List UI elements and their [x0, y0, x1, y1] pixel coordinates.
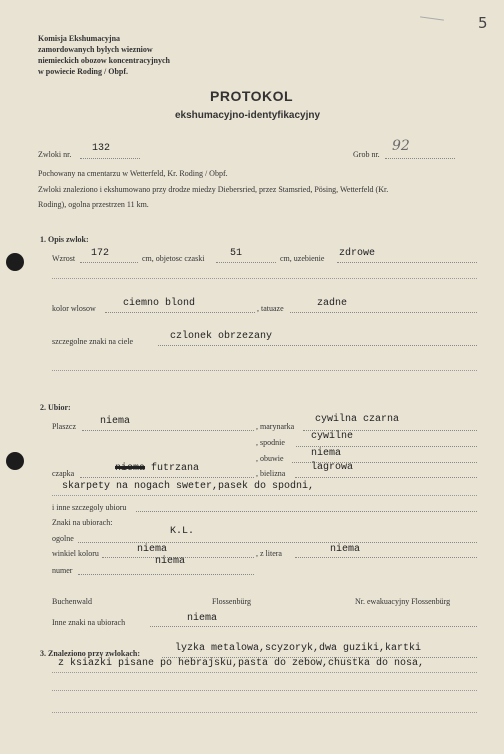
grob-number: 92 — [392, 138, 410, 154]
kolor-value: ciemno blond — [123, 298, 196, 309]
intro-line-1: Pochowany na cmentarzu w Wetterfeld, Kr. Roding / Obpf. — [38, 169, 228, 178]
blank-line-1 — [52, 278, 477, 279]
litera-dotline — [295, 557, 477, 558]
marynarka-label: , marynarka — [256, 422, 295, 431]
header-line-2: zamordowanych bylych wiezniow — [38, 45, 153, 54]
grob-label: Grob nr. — [353, 150, 380, 159]
page-number: 5 — [478, 14, 488, 32]
litera-value: niema — [330, 544, 361, 555]
czaszka-dotline — [216, 262, 276, 263]
found-items-line-1: lyzka metalowa,scyzoryk,dwa guziki,kartki — [175, 643, 422, 654]
plaszcz-dotline — [82, 430, 254, 431]
cm-uzebienie-label: cm, uzebienie — [280, 254, 325, 263]
pencil-mark — [420, 16, 444, 20]
winkiel-label: winkiel koloru — [52, 549, 99, 558]
cm-objetosc-label: cm, objetosc czaski — [142, 254, 205, 263]
commission-header — [38, 33, 170, 77]
intro-line-3: Roding), ogolna przestrzen 11 km. — [38, 200, 149, 209]
camp-evacuation-number: Nr. ewakuacyjny Flossenbürg — [355, 597, 451, 606]
camp-buchenwald: Buchenwald — [52, 597, 92, 606]
litera-label: , z litera — [256, 549, 282, 558]
czapka-struck-value: niema — [115, 463, 146, 474]
bielizna-dotline — [295, 477, 477, 478]
bielizna-label: , bielizna — [256, 469, 286, 478]
ogolne-label: ogolne — [52, 534, 74, 543]
document-subtitle: ekshumacyjno-identyfikacyjny — [175, 110, 321, 121]
blank-line-4 — [52, 672, 477, 673]
znaki-value: czlonek obrzezany — [170, 331, 273, 342]
numer-label: numer — [52, 566, 73, 575]
inne-szczegoly-label: i inne szczegoly ubioru — [52, 503, 127, 512]
obuwie-value: niema — [311, 448, 342, 459]
wzrost-value: 172 — [91, 248, 110, 259]
header-line-3: niemieckich obozow koncentracyjnych — [38, 56, 170, 65]
zwloki-number: 132 — [92, 143, 111, 154]
punch-hole-bottom — [6, 452, 24, 470]
znaki-ubior-label: Znaki na ubiorach: — [52, 518, 113, 527]
kolor-label: kolor wlosow — [52, 304, 96, 313]
bielizna-value: lagrowa — [311, 462, 354, 473]
extra-clothing-line: skarpety na nogach sweter,pasek do spodni, — [62, 481, 315, 492]
czapka-dotline — [80, 477, 254, 478]
camp-flossenburg: Flossenbürg — [212, 597, 251, 606]
inne-znaki-label: Inne znaki na ubiorach — [52, 618, 126, 627]
uzebienie-value: zdrowe — [339, 248, 376, 259]
czapka-value: futrzana — [151, 463, 200, 474]
zwloki-label: Zwloki nr. — [38, 150, 72, 159]
spodnie-value: cywilne — [311, 431, 354, 442]
czaszka-value: 51 — [230, 248, 243, 259]
blank-line-2 — [52, 370, 477, 371]
grob-dotline — [385, 158, 455, 159]
wzrost-dotline — [80, 262, 138, 263]
zwloki-dotline — [80, 158, 140, 159]
header-line-4: w powiecie Roding / Obpf. — [38, 67, 129, 76]
numer-dotline — [78, 574, 254, 575]
tatuaze-label: , tatuaze — [257, 304, 284, 313]
header-line-1: Komisja Ekshumacyjna — [38, 34, 121, 43]
punch-hole-top — [6, 253, 24, 271]
marynarka-value: cywilna czarna — [315, 414, 400, 425]
obuwie-label: , obuwie — [256, 454, 284, 463]
section-3-heading: 3. Znaleziono przy zwlokach: — [40, 649, 140, 658]
spodnie-label: , spodnie — [256, 438, 285, 447]
blank-line-5 — [52, 690, 477, 691]
uzebienie-dotline — [337, 262, 477, 263]
wzrost-label: Wzrost — [52, 254, 76, 263]
spodnie-dotline — [296, 446, 477, 447]
znaki-dotline — [158, 345, 477, 346]
czapka-label: czapka — [52, 469, 75, 478]
found-items-line-2: z ksiazki pisane po hebrajsku,pasta do zebow,chustka do nosa, — [58, 658, 425, 669]
plaszcz-label: Plaszcz — [52, 422, 76, 431]
kolor-dotline — [105, 312, 255, 313]
znaki-label: szczegolne znaki na ciele — [52, 337, 134, 346]
ogolne-value: K.L. — [170, 526, 195, 537]
czapka-field — [115, 463, 199, 474]
intro-line-2: Zwloki znaleziono i ekshumowano przy drodze miedzy Diebersried, przez Stamsried, Pösing, Wetterfeld (Kr. — [38, 185, 389, 194]
tatuaze-value: zadne — [317, 298, 348, 309]
inne-znaki-value: niema — [187, 613, 218, 624]
winkiel-value: niema — [137, 544, 168, 555]
blank-line-3 — [52, 495, 477, 496]
blank-line-6 — [52, 712, 477, 713]
plaszcz-value: niema — [100, 416, 131, 427]
section-1-heading: 1. Opis zwlok: — [40, 235, 89, 244]
tatuaze-dotline — [290, 312, 477, 313]
numer-value: niema — [155, 556, 186, 567]
inne-znaki-dotline — [150, 626, 477, 627]
section-2-heading: 2. Ubior: — [40, 403, 71, 412]
inne-szczegoly-dotline — [136, 511, 477, 512]
ogolne-dotline — [78, 542, 477, 543]
document-title: PROTOKOL — [210, 88, 294, 104]
